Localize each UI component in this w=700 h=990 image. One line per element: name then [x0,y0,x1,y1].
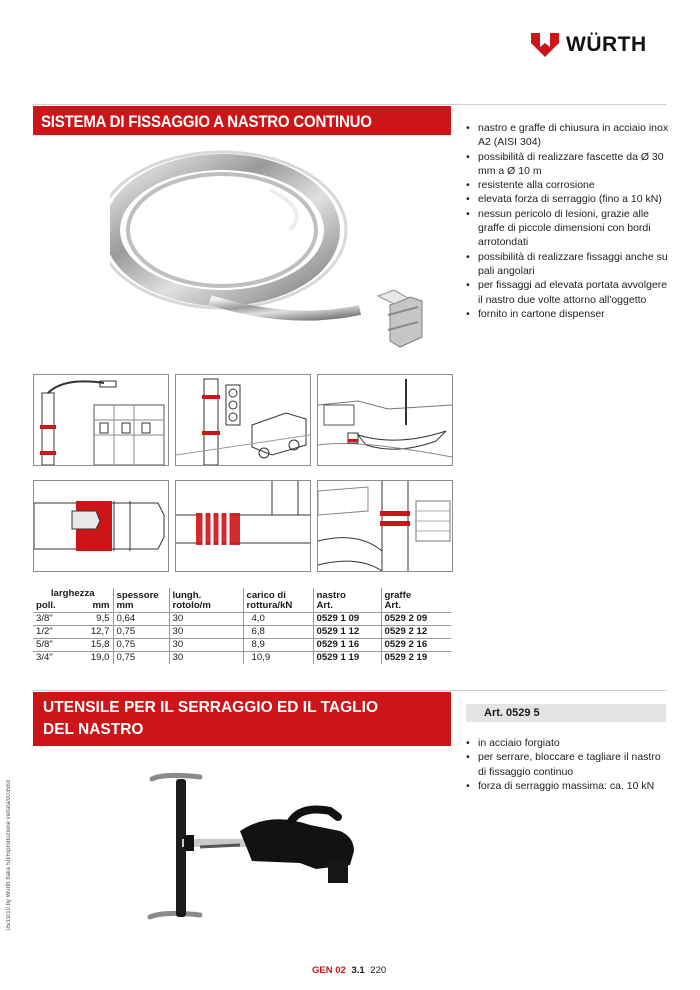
side-copyright-note: 05/19/10 by Würth Italia Srl/Riproduzione vietata/003563 [6,780,12,931]
header-poll: poll. [36,600,56,611]
cell-poll: 5/8" [33,639,71,652]
list-item: • forza di serraggio massima: ca. 10 kN [466,779,669,793]
cell-nastro: 0529 1 16 [313,639,381,652]
table-row [33,626,451,639]
section2-feature-list [466,736,669,793]
table-row [33,613,451,626]
cell-spessore: 0,75 [113,639,169,652]
square-post-clamp-illustration [34,481,168,571]
list-item: • fornito in cartone dispenser [466,307,669,321]
illustration-square-post [33,480,169,572]
cell-poll: 3/8" [33,613,71,626]
header-larghezza: larghezza [50,588,95,599]
footer-page-number: 220 [370,965,387,976]
illustration-pipe-junction [175,480,311,572]
section1-feature-list [466,121,669,321]
illustration-harbour [317,374,453,466]
cell-graffe: 0529 2 12 [381,626,451,639]
header-lunghezza: lungh. rotolo/m [169,588,243,613]
footer-subsection: 3.1 [351,965,365,976]
cell-poll: 3/4" [33,652,71,665]
table-row [33,639,451,652]
list-item: • resistente alla corrosione [466,178,669,192]
cell-mm: 12,7 [71,626,113,639]
list-item: • per fissaggi ad elevata portata avvolgere il nastro due volte attorno all'oggetto [466,278,669,307]
list-item: • elevata forza di serraggio (fino a 10 kN) [466,192,669,206]
cell-graffe: 0529 2 19 [381,652,451,665]
header-nastro: nastro Art. [313,588,381,613]
illustration-traffic-light [175,374,311,466]
cell-lungh: 30 [169,652,243,665]
wurth-logo-mark-icon [530,31,560,59]
page-footer [312,965,386,976]
brand-name: WÜRTH [566,33,647,56]
section1-banner [33,106,451,135]
article-number-bar: Art. 0529 5 [466,704,666,722]
industrial-pipe-illustration [318,481,452,571]
street-lamp-pole-illustration [34,375,168,465]
cell-lungh: 30 [169,626,243,639]
section2-banner [33,692,451,746]
header-carico: carico di rottura/kN [243,588,313,613]
cell-nastro: 0529 1 12 [313,626,381,639]
traffic-light-illustration [176,375,310,465]
cell-carico: 6,8 [243,626,313,639]
wurth-logo [530,28,670,62]
cell-mm: 15,8 [71,639,113,652]
cell-poll: 1/2" [33,626,71,639]
list-item: • nessun pericolo di lesioni, grazie alle graffe di piccole dimensioni con bordi arrotondati [466,207,669,250]
cell-carico: 10,9 [243,652,313,665]
cell-carico: 8,9 [243,639,313,652]
cell-spessore: 0,75 [113,652,169,665]
cell-mm: 9,5 [71,613,113,626]
spec-table [33,588,451,664]
list-item: • possibilità di realizzare fascette da Ø 30 mm a Ø 10 m [466,150,669,179]
table-row [33,652,451,665]
cell-lungh: 30 [169,613,243,626]
top-divider [33,104,667,105]
cell-graffe: 0529 2 16 [381,639,451,652]
cell-mm: 19,0 [71,652,113,665]
list-item: • nastro e graffe di chiusura in acciaio inox A2 (AISI 304) [466,121,669,150]
header-spessore: spessore mm [113,588,169,613]
cell-nastro: 0529 1 09 [313,613,381,626]
cell-spessore: 0,64 [113,613,169,626]
list-item: • in acciaio forgiato [466,736,669,750]
section2-title-line2: DEL NASTRO [43,721,144,738]
harbour-boat-illustration [318,375,452,465]
tensioning-tool-image [140,765,370,935]
cell-carico: 4,0 [243,613,313,626]
header-mm: mm [92,600,110,611]
pipe-clamp-illustration [176,481,310,571]
cell-nastro: 0529 1 19 [313,652,381,665]
section1-title: SISTEMA DI FISSAGGIO A NASTRO CONTINUO [41,112,372,132]
cell-lungh: 30 [169,639,243,652]
table-header-row [33,588,451,600]
list-item: • possibilità di realizzare fissaggi anche su pali angolari [466,250,669,279]
illustration-pole-lamp [33,374,169,466]
header-graffe: graffe Art. [381,588,451,613]
footer-section: GEN 02 [312,965,346,976]
cell-graffe: 0529 2 09 [381,613,451,626]
section2-title-line1: UTENSILE PER IL SERRAGGIO ED IL TAGLIO [43,699,379,716]
steel-band-coil-image [110,150,440,365]
cell-spessore: 0,75 [113,626,169,639]
list-item: • per serrare, bloccare e tagliare il nastro di fissaggio continuo [466,750,669,779]
illustration-industrial-pipe [317,480,453,572]
section-divider [33,690,667,691]
